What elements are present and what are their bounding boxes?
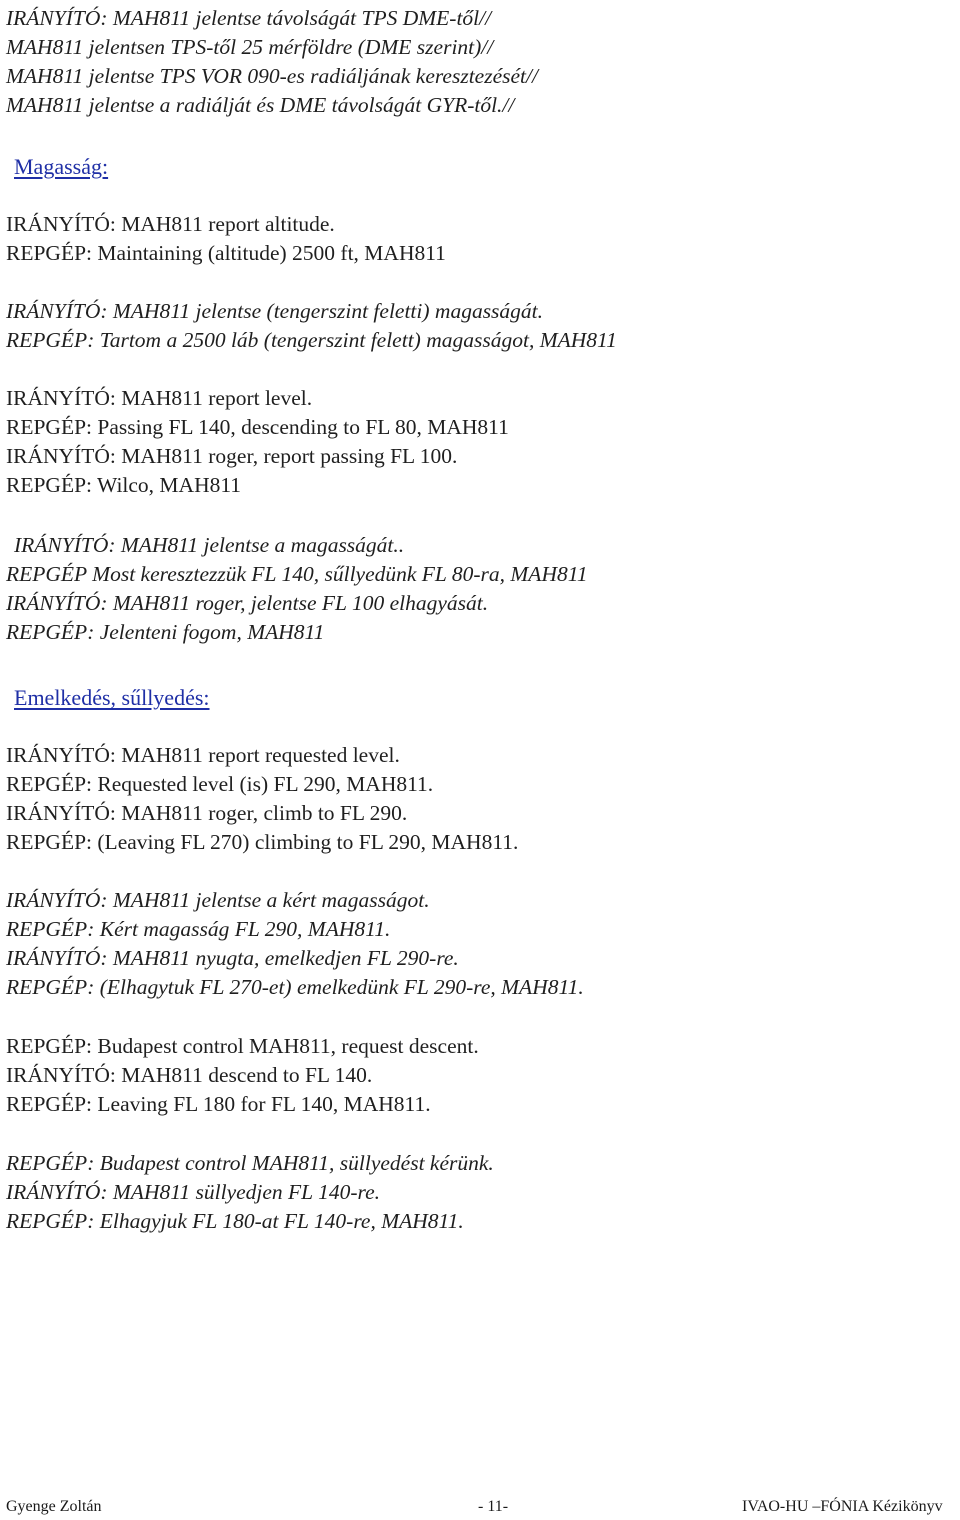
footer-page-number: - 11- bbox=[478, 1498, 509, 1515]
text-line: IRÁNYÍTÓ: MAH811 report requested level. bbox=[6, 743, 400, 767]
text-line: IRÁNYÍTÓ: MAH811 report altitude. bbox=[6, 212, 335, 236]
footer-title: IVAO-HU –FÓNIA Kézikönyv bbox=[742, 1498, 943, 1515]
text-line: IRÁNYÍTÓ: MAH811 roger, jelentse FL 100 elhagyását. bbox=[6, 591, 489, 615]
text-line: REPGÉP: Jelenteni fogom, MAH811 bbox=[6, 620, 325, 644]
text-line: REPGÉP: Leaving FL 180 for FL 140, MAH811. bbox=[6, 1092, 431, 1116]
text-line: REPGÉP: Wilco, MAH811 bbox=[6, 473, 242, 497]
text-line: REPGÉP: Tartom a 2500 láb (tengerszint felett) magasságot, MAH811 bbox=[6, 328, 617, 352]
text-line: IRÁNYÍTÓ: MAH811 jelentse távolságát TPS DME-től// bbox=[6, 6, 492, 30]
text-line: MAH811 jelentse TPS VOR 090-es radiáljának keresztezését// bbox=[6, 64, 538, 88]
text-line: REPGÉP: Budapest control MAH811, süllyedést kérünk. bbox=[6, 1151, 494, 1175]
text-line: IRÁNYÍTÓ: MAH811 report level. bbox=[6, 386, 313, 410]
text-line: REPGÉP: Elhagyjuk FL 180-at FL 140-re, MAH811. bbox=[6, 1209, 464, 1233]
text-line: IRÁNYÍTÓ: MAH811 jelentse a magasságát.. bbox=[14, 533, 405, 557]
footer-author: Gyenge Zoltán bbox=[6, 1498, 102, 1515]
text-line: IRÁNYÍTÓ: MAH811 roger, climb to FL 290. bbox=[6, 801, 408, 825]
text-line: IRÁNYÍTÓ: MAH811 jelentse a kért magasságot. bbox=[6, 888, 430, 912]
text-line: REPGÉP: Maintaining (altitude) 2500 ft, MAH811 bbox=[6, 241, 446, 265]
text-line: IRÁNYÍTÓ: MAH811 jelentse (tengerszint feletti) magasságát. bbox=[6, 299, 544, 323]
text-line: REPGÉP: Kért magasság FL 290, MAH811. bbox=[6, 917, 391, 941]
text-line: REPGÉP: (Elhagytuk FL 270-et) emelkedünk FL 290-re, MAH811. bbox=[6, 975, 584, 999]
text-line: REPGÉP: Passing FL 140, descending to FL 80, MAH811 bbox=[6, 415, 509, 439]
text-line: REPGÉP: Budapest control MAH811, request descent. bbox=[6, 1034, 479, 1058]
text-line: MAH811 jelentse a radiálját és DME távolságát GYR-től.// bbox=[6, 93, 515, 117]
text-line: IRÁNYÍTÓ: MAH811 roger, report passing FL 100. bbox=[6, 444, 458, 468]
text-line: REPGÉP: (Leaving FL 270) climbing to FL 290, MAH811. bbox=[6, 830, 519, 854]
text-line: IRÁNYÍTÓ: MAH811 nyugta, emelkedjen FL 290-re. bbox=[6, 946, 459, 970]
text-line: IRÁNYÍTÓ: MAH811 descend to FL 140. bbox=[6, 1063, 373, 1087]
text-line: IRÁNYÍTÓ: MAH811 süllyedjen FL 140-re. bbox=[6, 1180, 381, 1204]
text-line: MAH811 jelentsen TPS-től 25 mérföldre (DME szerint)// bbox=[6, 35, 494, 59]
section-heading-altitude: Magasság: bbox=[14, 154, 109, 179]
text-line: REPGÉP: Requested level (is) FL 290, MAH811. bbox=[6, 772, 434, 796]
section-heading-climb-descent: Emelkedés, sűllyedés: bbox=[14, 685, 210, 710]
text-line: REPGÉP Most keresztezzük FL 140, sűllyedünk FL 80-ra, MAH811 bbox=[6, 562, 588, 586]
